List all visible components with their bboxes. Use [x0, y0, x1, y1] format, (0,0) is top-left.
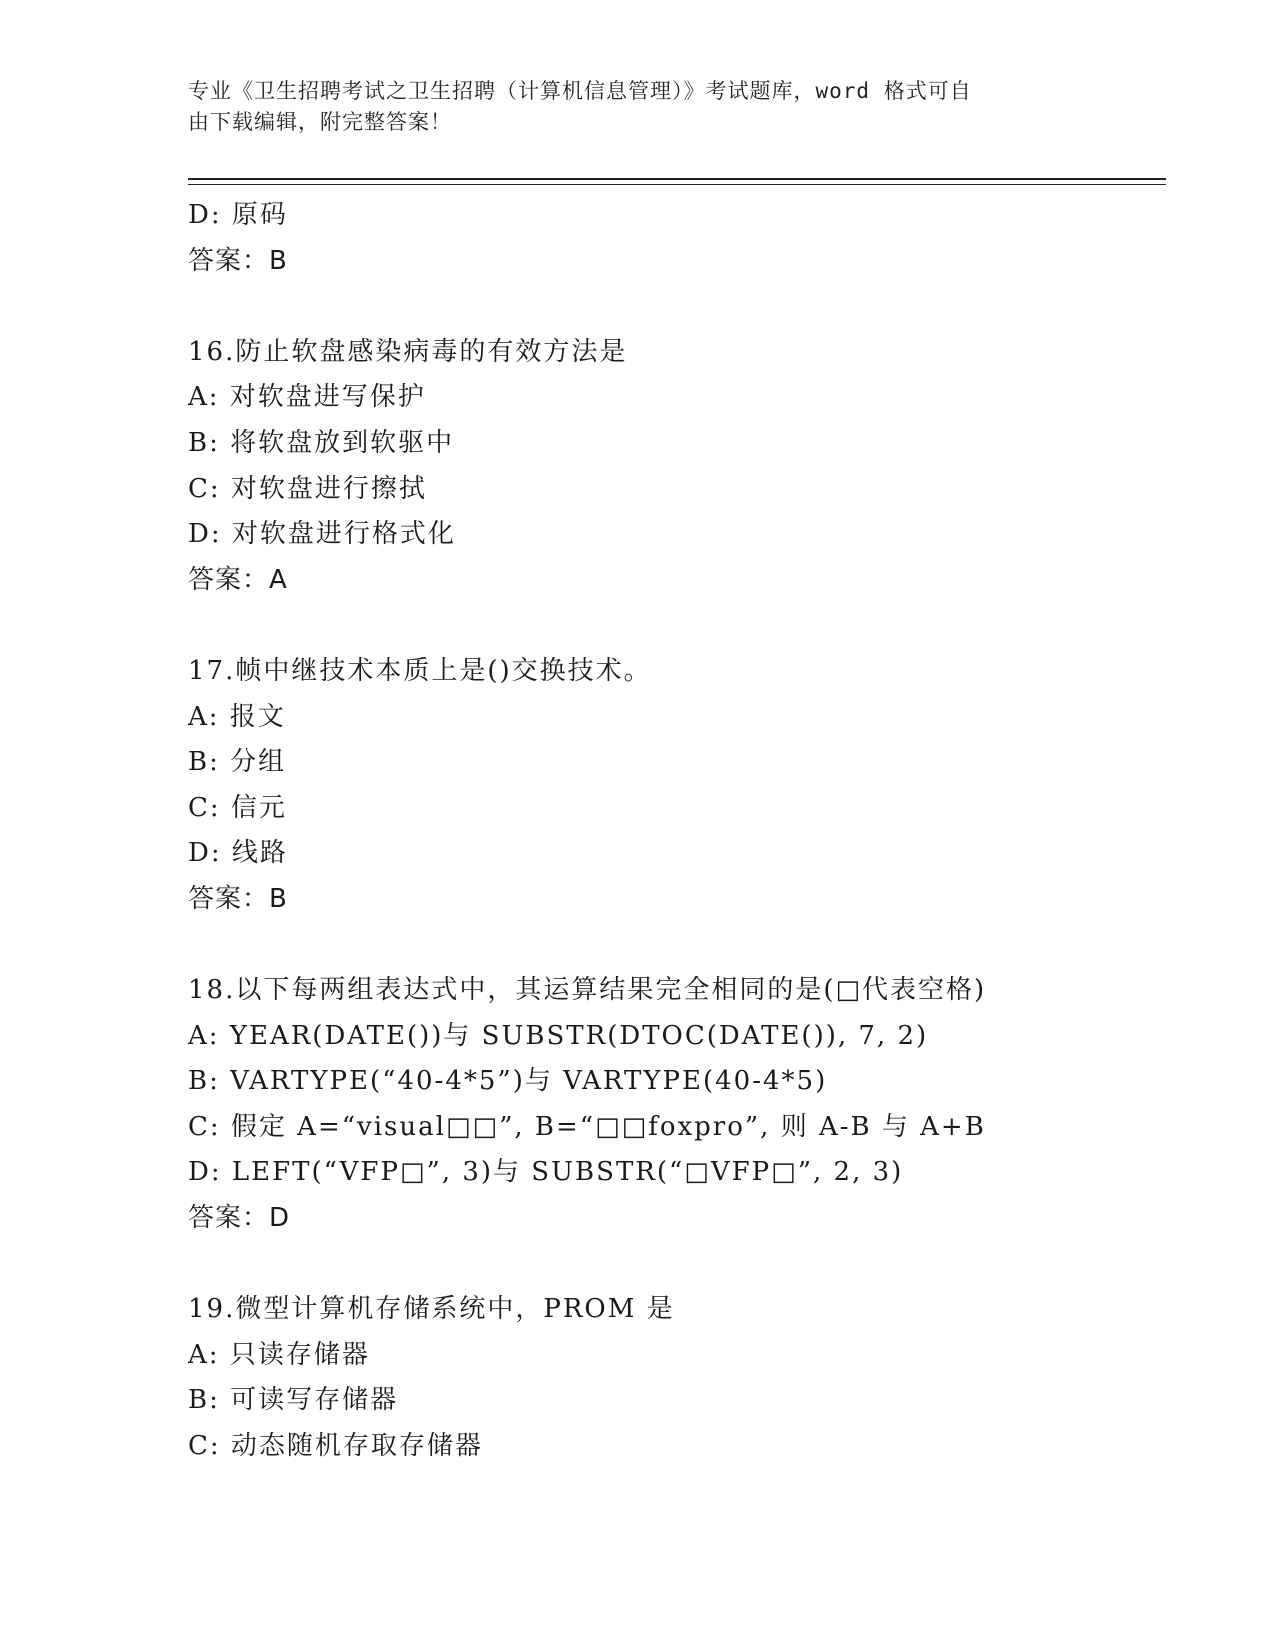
- answer-line: 答案：D: [188, 1203, 291, 1234]
- spacer: [188, 923, 1188, 969]
- question-list: [188, 193, 1188, 1470]
- option-d: D: 线路: [188, 838, 288, 869]
- option-d: D: 对软盘进行格式化: [188, 519, 456, 550]
- option-c: C: 信元: [188, 792, 287, 823]
- answer-line: 答案：B: [188, 883, 288, 914]
- header-divider-thick: [188, 178, 1166, 180]
- question-17: [188, 649, 1188, 923]
- spacer: [188, 603, 1188, 649]
- answer-line: 答案：A: [188, 564, 288, 595]
- option-c: C: 对软盘进行擦拭: [188, 473, 427, 504]
- header-line-1: 专业《卫生招聘考试之卫生招聘（计算机信息管理）》考试题库，word 格式可自: [188, 79, 972, 103]
- spacer: [188, 1242, 1188, 1288]
- question-stem: 18.以下每两组表达式中，其运算结果完全相同的是(□代表空格): [188, 975, 987, 1006]
- question-16: [188, 330, 1188, 604]
- question-stem: 17.帧中继技术本质上是()交换技术。: [188, 655, 652, 686]
- answer-line: 答案：B: [188, 245, 288, 276]
- option-b: B: 分组: [188, 747, 287, 778]
- header-divider-thin: [188, 184, 1166, 185]
- option-c: C: 动态随机存取存储器: [188, 1431, 483, 1462]
- spacer: [188, 284, 1188, 330]
- option-d: D: 原码: [188, 200, 288, 230]
- option-a: A: 报文: [188, 701, 286, 732]
- question-18: [188, 968, 1188, 1242]
- option-b: B: 将软盘放到软驱中: [188, 427, 455, 458]
- question-19: [188, 1287, 1188, 1469]
- option-a: A: 只读存储器: [188, 1339, 370, 1370]
- question-stem: 16.防止软盘感染病毒的有效方法是: [188, 336, 628, 367]
- option-b: B: 可读写存储器: [188, 1385, 399, 1416]
- option-a: A: YEAR(DATE())与 SUBSTR(DTOC(DATE()), 7, 2): [188, 1020, 929, 1051]
- option-d: D: LEFT(“VFP□”, 3)与 SUBSTR(“□VFP□”, 2, 3): [188, 1157, 904, 1188]
- option-a: A: 对软盘进写保护: [188, 382, 426, 413]
- option-c: C: 假定 A=“visual□□”, B=“□□foxpro”, 则 A-B 与 A+B: [188, 1111, 986, 1142]
- question-stem: 19.微型计算机存储系统中，PROM 是: [188, 1294, 675, 1325]
- option-b: B: VARTYPE(“40-4*5”)与 VARTYPE(40-4*5): [188, 1066, 828, 1097]
- header-line-2: 由下载编辑，附完整答案！: [188, 110, 452, 134]
- document-header: [188, 76, 1088, 138]
